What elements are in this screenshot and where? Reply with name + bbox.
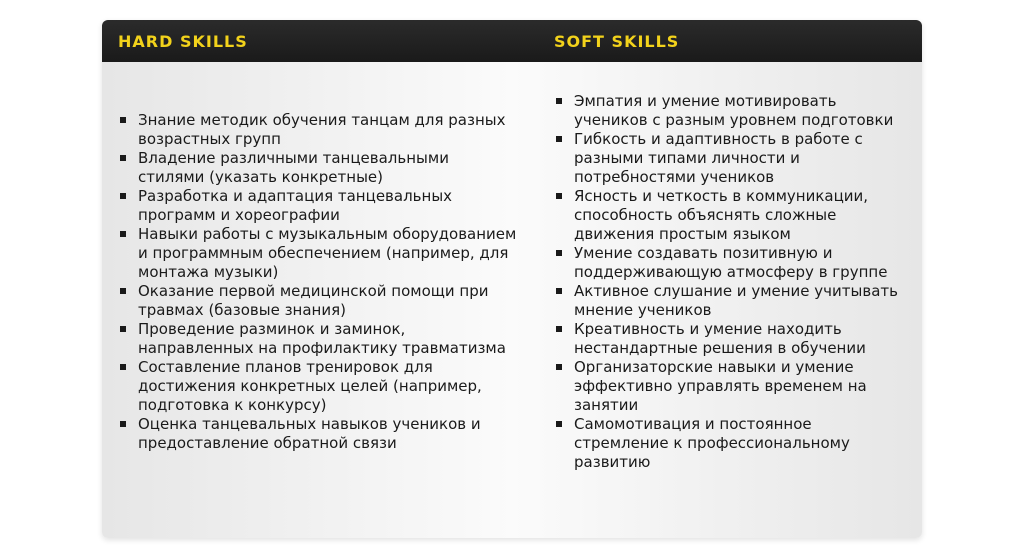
list-item-text: Организаторские навыки и умение эффективно управлять временем на занятии [574,358,867,414]
square-bullet-icon [556,326,562,332]
list-item-text: Знание методик обучения танцам для разных возрастных групп [138,111,506,148]
list-item-text: Ясность и четкость в коммуникации, способность объяснять сложные движения простым языком [574,187,869,243]
hard-skills-list [118,111,518,453]
list-item [554,244,904,282]
square-bullet-icon [556,136,562,142]
square-bullet-icon [120,117,126,123]
square-bullet-icon [120,421,126,427]
list-item-text: Составление планов тренировок для достижения конкретных целей (например, подготовка к конкурсу) [138,358,482,414]
list-item [118,282,518,320]
soft-skills-list [554,92,904,472]
square-bullet-icon [120,288,126,294]
list-item [118,225,518,282]
list-item-text: Гибкость и адаптивность в работе с разными типами личности и потребностями учеников [574,130,863,186]
square-bullet-icon [120,231,126,237]
square-bullet-icon [120,364,126,370]
list-item [118,149,518,187]
soft-skills-title: SOFT SKILLS [554,32,680,51]
list-item-text: Владение различными танцевальными стилями (указать конкретные) [138,149,449,186]
list-item [118,415,518,453]
square-bullet-icon [120,326,126,332]
square-bullet-icon [120,193,126,199]
square-bullet-icon [556,421,562,427]
list-item [554,415,904,472]
list-item [118,111,518,149]
list-item [554,358,904,415]
list-item [554,187,904,244]
square-bullet-icon [556,98,562,104]
list-item [554,282,904,320]
square-bullet-icon [556,250,562,256]
list-item-text: Проведение разминок и заминок, направленных на профилактику травматизма [138,320,506,357]
list-item-text: Самомотивация и постоянное стремление к профессиональному развитию [574,415,850,471]
list-item [554,130,904,187]
list-item [554,92,904,130]
list-item [118,358,518,415]
list-item-text: Разработка и адаптация танцевальных программ и хореографии [138,187,453,224]
square-bullet-icon [120,155,126,161]
list-item-text: Навыки работы с музыкальным оборудованием и программным обеспечением (например, для монтажа музыки) [138,225,517,281]
hard-skills-title: HARD SKILLS [118,32,248,51]
skills-card [102,20,922,538]
list-item-text: Эмпатия и умение мотивировать учеников с разным уровнем подготовки [574,92,894,129]
list-item-text: Активное слушание и умение учитывать мнение учеников [574,282,898,319]
card-header [102,20,922,62]
list-item-text: Креативность и умение находить нестандартные решения в обучении [574,320,866,357]
list-item [118,320,518,358]
list-item-text: Оценка танцевальных навыков учеников и предоставление обратной связи [138,415,481,452]
list-item [554,320,904,358]
list-item-text: Умение создавать позитивную и поддерживающую атмосферу в группе [574,244,888,281]
square-bullet-icon [556,193,562,199]
list-item [118,187,518,225]
list-item-text: Оказание первой медицинской помощи при травмах (базовые знания) [138,282,489,319]
square-bullet-icon [556,288,562,294]
square-bullet-icon [556,364,562,370]
